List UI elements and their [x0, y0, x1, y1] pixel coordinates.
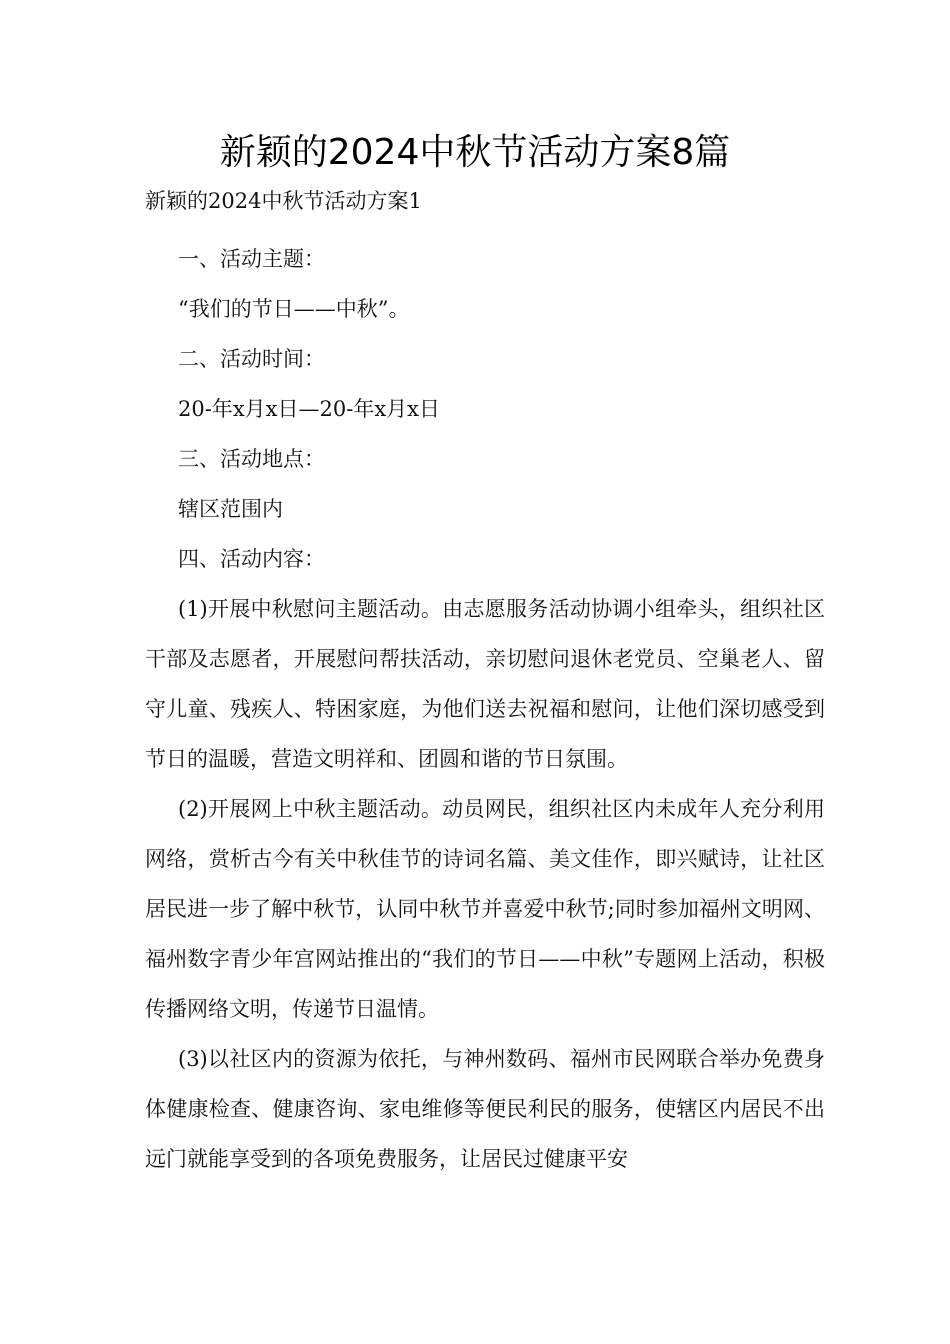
heading-location: 三、活动地点：: [178, 447, 325, 471]
time-text: 20-年x月x日—20-年x月x日: [178, 397, 441, 421]
content-paragraph-2: (2)开展网上中秋主题活动。动员网民，组织社区内未成年人充分利用网络，赏析古今有关中秋佳节的诗词名篇、美文佳作，即兴赋诗，让社区居民进一步了解中秋节，认同中秋节并喜爱中秋节;同时参加福州文明网、福州数字青少年宫网站推出的“我们的节日——中秋”专题网上活动，积极传播网络文明，传递节日温情。: [145, 797, 825, 1021]
theme-text: “我们的节日——中秋”。: [178, 297, 410, 321]
location-text: 辖区范围内: [178, 497, 283, 521]
content-paragraph-3: (3)以社区内的资源为依托，与神州数码、福州市民网联合举办免费身体健康检查、健康咨询、家电维修等便民利民的服务，使辖区内居民不出远门就能享受到的各项免费服务，让居民过健康平安: [145, 1047, 825, 1171]
section-title: 新颖的2024中秋节活动方案1: [145, 189, 422, 213]
document-body: [145, 234, 825, 1184]
document-title: 新颖的2024中秋节活动方案8篇: [219, 132, 731, 173]
heading-theme: 一、活动主题：: [178, 247, 325, 271]
heading-time: 二、活动时间：: [178, 347, 325, 371]
heading-content: 四、活动内容：: [178, 547, 325, 571]
content-paragraph-1: (1)开展中秋慰问主题活动。由志愿服务活动协调小组牵头，组织社区干部及志愿者，开展慰问帮扶活动，亲切慰问退休老党员、空巢老人、留守儿童、残疾人、特困家庭，为他们送去祝福和慰问，让他们深切感受到节日的温暖，营造文明祥和、团圆和谐的节日氛围。: [145, 597, 825, 771]
